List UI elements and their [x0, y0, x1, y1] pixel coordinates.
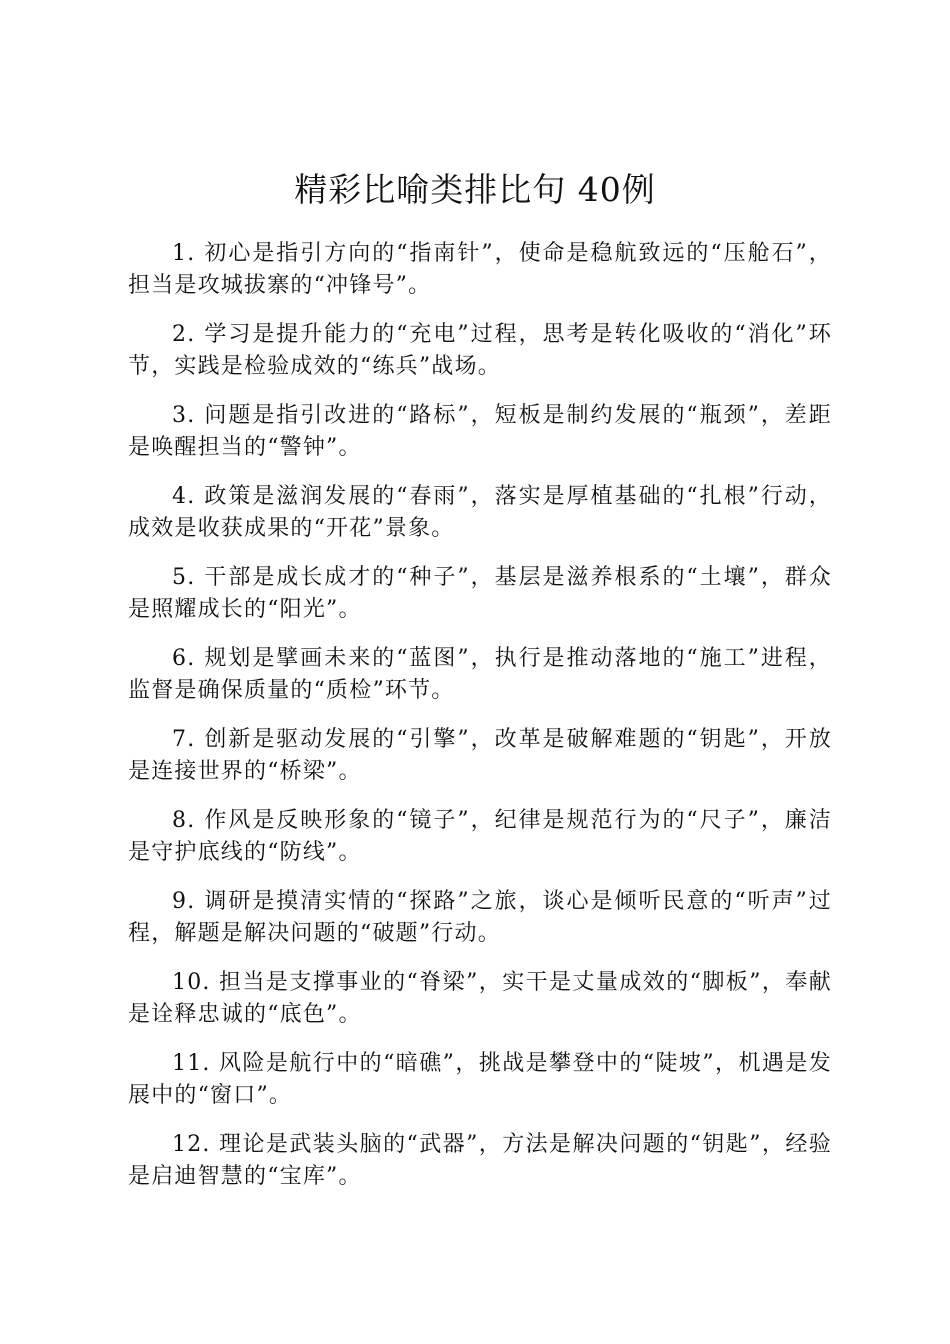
list-item: 1. 初心是指引方向的“指南针”，使命是稳航致远的“压舱石”，担当是攻城拔寨的“冲锋号”。	[128, 241, 832, 298]
list-item: 8. 作风是反映形象的“镜子”，纪律是规范行为的“尺子”，廉洁是守护底线的“防线”。	[128, 808, 832, 865]
list-item: 4. 政策是滋润发展的“春雨”，落实是厚植基础的“扎根”行动，成效是收获成果的“开花”景象。	[128, 484, 832, 541]
list-item: 2. 学习是提升能力的“充电”过程，思考是转化吸收的“消化”环节，实践是检验成效的“练兵”战场。	[128, 322, 832, 379]
list-item: 10. 担当是支撑事业的“脊梁”，实干是丈量成效的“脚板”，奉献是诠释忠诚的“底色”。	[128, 970, 832, 1027]
list-item: 9. 调研是摸清实情的“探路”之旅，谈心是倾听民意的“听声”过程，解题是解决问题的“破题”行动。	[128, 889, 832, 946]
list-item: 12. 理论是武装头脑的“武器”，方法是解决问题的“钥匙”，经验是启迪智慧的“宝库”。	[128, 1132, 832, 1189]
example-list	[128, 238, 832, 1210]
document-title: 精彩比喻类排比句 40例	[294, 170, 656, 209]
list-item: 11. 风险是航行中的“暗礁”，挑战是攀登中的“陡坡”，机遇是发展中的“窗口”。	[128, 1051, 832, 1108]
list-item: 6. 规划是擘画未来的“蓝图”，执行是推动落地的“施工”进程，监督是确保质量的“质检”环节。	[128, 646, 832, 703]
list-item: 3. 问题是指引改进的“路标”，短板是制约发展的“瓶颈”，差距是唤醒担当的“警钟”。	[128, 403, 832, 460]
list-item: 7. 创新是驱动发展的“引擎”，改革是破解难题的“钥匙”，开放是连接世界的“桥梁”。	[128, 727, 832, 784]
list-item: 5. 干部是成长成才的“种子”，基层是滋养根系的“土壤”，群众是照耀成长的“阳光”。	[128, 565, 832, 622]
